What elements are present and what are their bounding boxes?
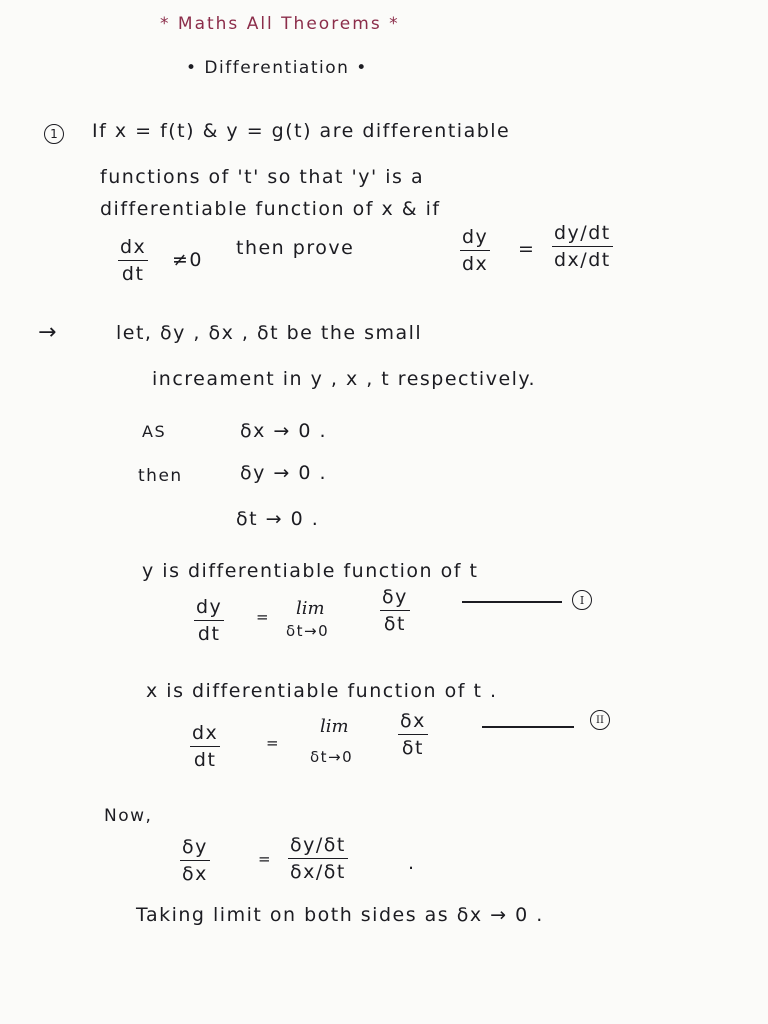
eq2-rhs-denominator: δt	[401, 737, 424, 759]
eq1-lim-subscript: δt→0	[286, 622, 330, 640]
eq3-lhs-numerator: δy	[180, 836, 210, 861]
eq3-rhs-fraction	[288, 834, 348, 883]
eq3-period: .	[408, 852, 416, 874]
eq1-lhs-denominator: dt	[197, 623, 221, 645]
now-label: Now,	[104, 806, 153, 826]
theorem-line-1: If x = f(t) & y = g(t) are differentiable	[92, 120, 511, 142]
eq1-rule	[462, 601, 562, 603]
eq3-lhs-fraction	[180, 836, 210, 885]
condition-denominator: dt	[121, 263, 145, 285]
eq1-rhs-denominator: δt	[383, 613, 406, 635]
section-heading: • Differentiation •	[186, 58, 368, 78]
eq2-rhs-fraction	[398, 710, 428, 759]
proof-increment-line: increament in y , x , t respectively.	[152, 368, 536, 390]
taking-limit-line: Taking limit on both sides as δx → 0 .	[136, 904, 544, 926]
eq3-equals: =	[258, 850, 273, 868]
eq1-equals: =	[256, 608, 271, 626]
eq2-equals: =	[266, 734, 281, 752]
proof-arrow: →	[38, 320, 58, 345]
eq2-lhs-numerator: dx	[190, 722, 220, 747]
rhs-numerator: dy/dt	[552, 222, 613, 247]
equals-sign: =	[518, 238, 536, 260]
as-label: AS	[142, 422, 167, 441]
condition-numerator: dx	[118, 236, 148, 261]
then-expression-2: δt → 0 .	[236, 508, 320, 530]
eq2-lim-subscript: δt→0	[310, 748, 354, 766]
eq1-lhs-numerator: dy	[194, 596, 224, 621]
x-differentiable-line: x is differentiable function of t .	[146, 680, 498, 702]
eq1-lhs-fraction	[194, 596, 224, 645]
eq1-rhs-numerator: δy	[380, 586, 410, 611]
theorem-line-3: differentiable function of x & if	[100, 198, 441, 220]
lhs-fraction	[460, 226, 490, 275]
lhs-denominator: dx	[462, 253, 489, 275]
theorem-number: 1	[44, 124, 64, 144]
eq1-rhs-fraction	[380, 586, 410, 635]
condition-relation: ≠0	[172, 249, 204, 271]
eq2-lhs-fraction	[190, 722, 220, 771]
then-prove-text: then prove	[236, 237, 355, 259]
rhs-denominator: dx/dt	[554, 249, 611, 271]
eq2-tag: II	[590, 710, 610, 730]
theorem-line-2: functions of 't' so that 'y' is a	[100, 166, 425, 188]
eq1-lim: lim	[296, 598, 325, 619]
as-expression: δx → 0 .	[240, 420, 328, 442]
lhs-numerator: dy	[460, 226, 490, 251]
eq2-lim: lim	[320, 716, 349, 737]
eq3-rhs-denominator: δx/δt	[290, 861, 346, 883]
eq3-rhs-numerator: δy/δt	[288, 834, 348, 859]
eq3-lhs-denominator: δx	[182, 863, 208, 885]
eq2-lhs-denominator: dt	[193, 749, 217, 771]
proof-let-line: let, δy , δx , δt be the small	[116, 322, 423, 344]
y-differentiable-line: y is differentiable function of t	[142, 560, 479, 582]
condition-fraction	[118, 236, 148, 285]
eq1-tag: I	[572, 590, 592, 610]
eq2-rhs-numerator: δx	[398, 710, 428, 735]
rhs-fraction	[552, 222, 613, 271]
then-expression-1: δy → 0 .	[240, 462, 328, 484]
then-label: then	[138, 466, 183, 486]
page-title: * Maths All Theorems *	[160, 14, 400, 34]
eq2-rule	[482, 726, 574, 728]
